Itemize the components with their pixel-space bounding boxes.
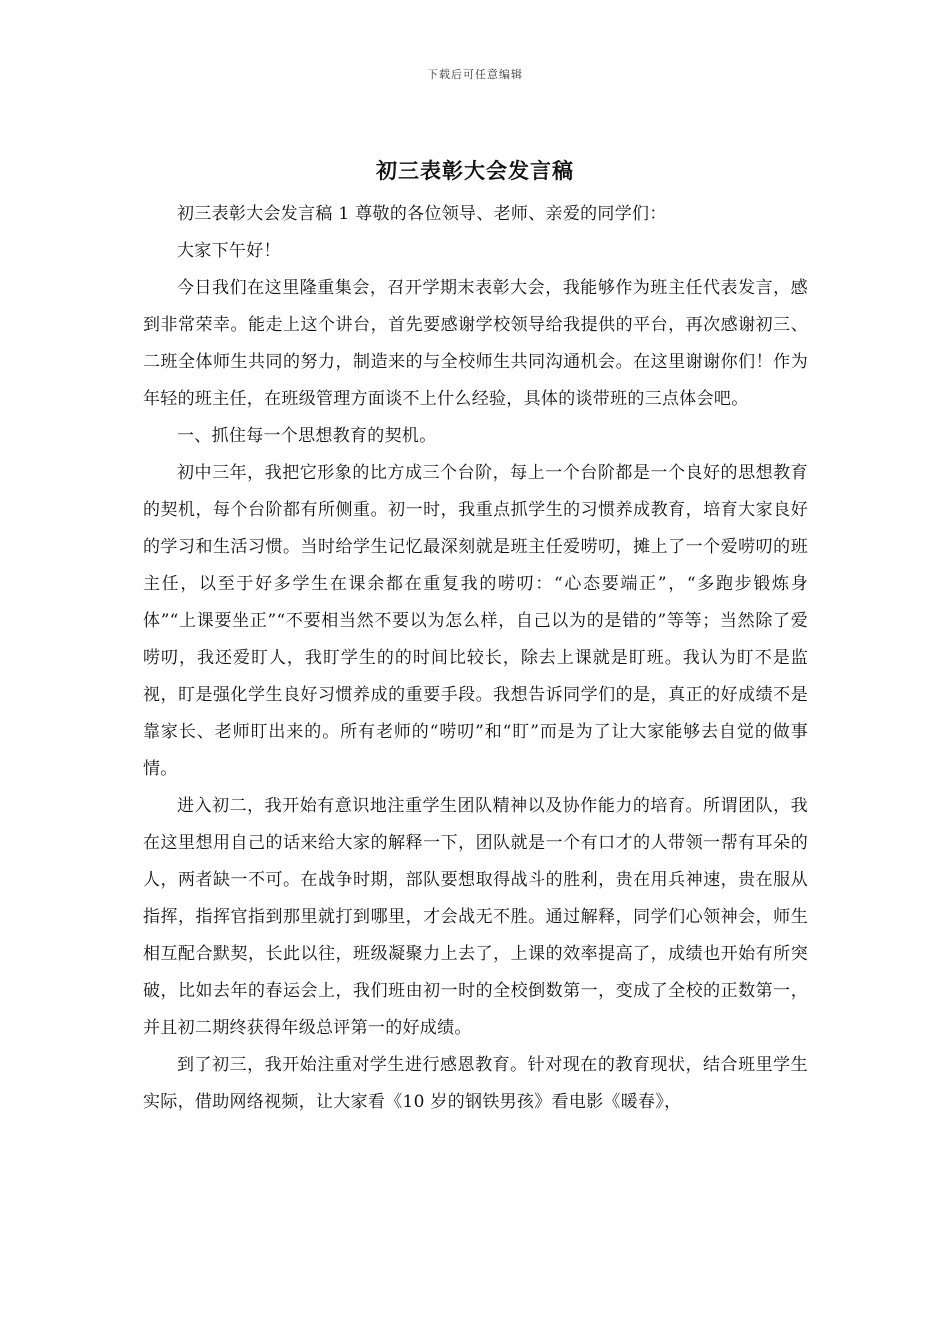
paragraph-grade-one: 初中三年，我把它形象的比方成三个台阶，每上一个台阶都是一个良好的思想教育的契机，每个台阶都有所侧重。初一时，我重点抓学生的习惯养成教育，培育大家良好的学习和生活习惯。当时给学生记忆最深刻就是班主任爱唠叨，摊上了一个爱唠叨的班主任，以至于好多学生在课余都在重复我的唠叨：“心态要端正”，“多跑步锻炼身体”“上课要坐正”“不要相当然不要以为怎么样，自己以为的是错的”等等；当然除了爱唠叨，我还爱盯人，我盯学生的的时间比较长，除去上课就是盯班。我认为盯不是监视，盯是强化学生良好习惯养成的重要手段。我想告诉同学们的是，真正的好成绩不是靠家长、老师盯出来的。所有老师的“唠叨”和“盯”而是为了让大家能够去自觉的做事情。	[143, 463, 808, 779]
document-body	[143, 196, 808, 1121]
document-title: 初三表彰大会发言稿	[376, 158, 574, 183]
paragraph-greeting: 初三表彰大会发言稿 1 尊敬的各位领导、老师、亲爱的同学们：	[177, 204, 667, 224]
paragraph-salutation: 大家下午好！	[177, 241, 281, 261]
page-header-note: 下载后可任意编辑	[427, 68, 523, 81]
paragraph-section-heading: 一、抓住每一个思想教育的契机。	[177, 426, 437, 446]
paragraph-intro: 今日我们在这里隆重集会，召开学期末表彰大会，我能够作为班主任代表发言，感到非常荣幸。能走上这个讲台，首先要感谢学校领导给我提供的平台，再次感谢初三、二班全体师生共同的努力，制造来的与全校师生共同沟通机会。在这里谢谢你们！作为年轻的班主任，在班级管理方面谈不上什么经验，具体的谈带班的三点体会吧。	[143, 278, 808, 409]
paragraph-grade-three: 到了初三，我开始注重对学生进行感恩教育。针对现在的教育现状，结合班里学生实际，借助网络视频，让大家看《10 岁的钢铁男孩》看电影《暖春》，	[143, 1055, 808, 1112]
paragraph-grade-two: 进入初二，我开始有意识地注重学生团队精神以及协作能力的培育。所谓团队，我在这里想用自己的话来给大家的解释一下，团队就是一个有口才的人带领一帮有耳朵的人，两者缺一不可。在战争时期，部队要想取得战斗的胜利，贵在用兵神速，贵在服从指挥，指挥官指到那里就打到哪里，才会战无不胜。通过解释，同学们心领神会，师生相互配合默契，长此以往，班级凝聚力上去了，上课的效率提高了，成绩也开始有所突破，比如去年的春运会上，我们班由初一时的全校倒数第一，变成了全校的正数第一，并且初二期终获得年级总评第一的好成绩。	[143, 796, 808, 1038]
